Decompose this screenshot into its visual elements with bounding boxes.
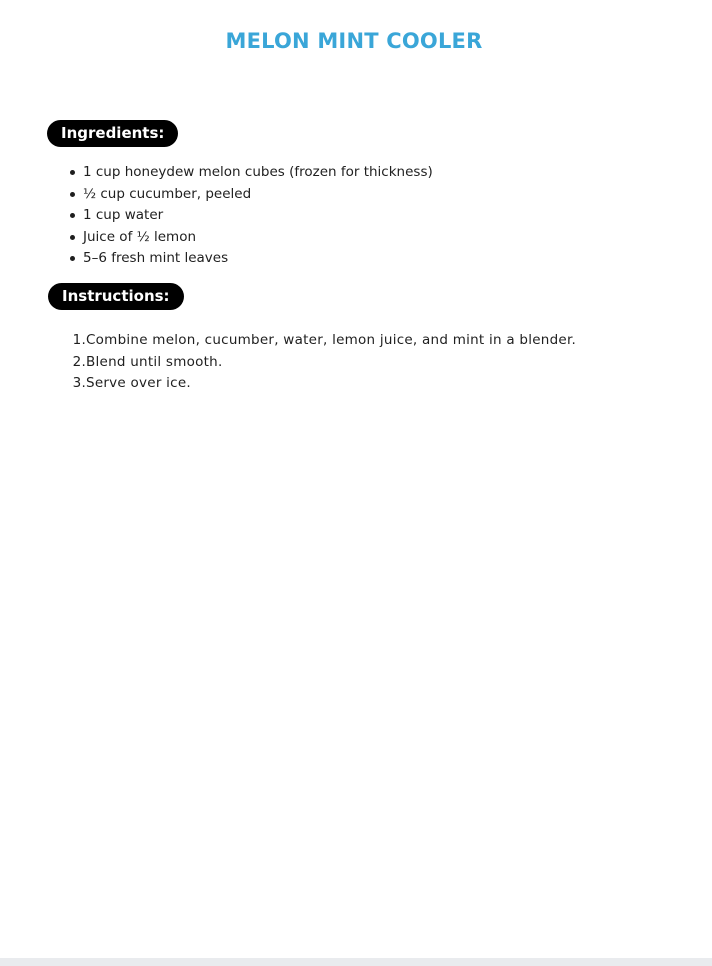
step-text: Serve over ice. (86, 375, 191, 392)
ingredient-item: 1 cup water (68, 206, 433, 228)
viewer-bottom-strip (0, 958, 712, 966)
instructions-list (72, 331, 576, 396)
step-text: Blend until smooth. (86, 353, 223, 370)
ingredients-list (68, 163, 433, 271)
instruction-step (72, 374, 576, 396)
recipe-title: MELON MINT COOLER (225, 29, 483, 53)
ingredients-heading: Ingredients: (47, 120, 178, 147)
ingredient-item: 5–6 fresh mint leaves (68, 249, 433, 271)
instruction-step (72, 353, 576, 375)
step-number: 2. (72, 353, 86, 370)
ingredient-item: Juice of ½ lemon (68, 228, 433, 250)
instruction-step (72, 331, 576, 353)
step-number: 1. (72, 332, 86, 348)
step-text: Combine melon, cucumber, water, lemon juice, and mint in a blender. (86, 332, 577, 348)
ingredient-item: 1 cup honeydew melon cubes (frozen for thickness) (68, 163, 433, 185)
instructions-heading: Instructions: (48, 283, 184, 310)
step-number: 3. (72, 375, 86, 392)
ingredient-item: ½ cup cucumber, peeled (68, 185, 433, 207)
